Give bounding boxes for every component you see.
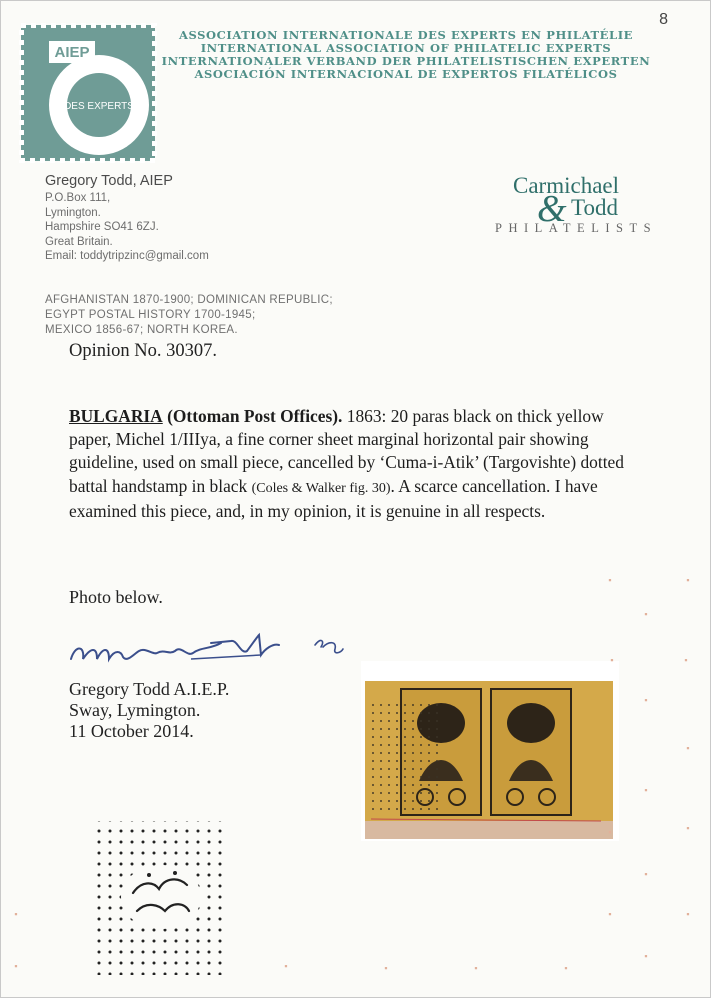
page-number: 8 [659,11,668,28]
cancellation-illustration [83,815,239,981]
address-line: P.O.Box 111, [45,192,111,204]
firm-name-1: Carmichael [513,173,620,198]
firm-subtitle: PHILATELISTS [495,221,658,235]
address-line: Great Britain. [45,235,113,248]
watermark-mark: ▪ [384,963,388,973]
initials-image [311,631,347,661]
svg-text:DES EXPERTS: DES EXPERTS [64,101,134,112]
watermark-mark: ▪ [474,963,478,973]
association-header [146,29,666,81]
signer-date: 11 October 2014. [69,721,194,741]
opinion-text [69,405,629,523]
opinion-conclusion: . A scarce cancellation. I have examined this piece, and, in my opinion, it is genuine in all respects. [69,475,598,521]
opinion-reference: (Coles & Walker fig. 30) [251,480,391,496]
logo-text: AIEP [54,44,90,61]
speciality-line: AFGHANISTAN 1870-1900; DOMINICAN REPUBLIC; [45,294,333,306]
carmichael-todd-logo [491,173,661,243]
speciality-line: MEXICO 1856-67; NORTH KOREA. [45,324,238,336]
watermark-mark: ▪ [686,743,690,753]
address-line: Lymington. [45,206,101,219]
watermark-mark: ▪ [644,951,648,961]
signer-block [69,679,229,742]
watermark-mark: ▪ [564,963,568,973]
signer-name: Gregory Todd A.I.E.P. [69,679,230,699]
assoc-line-es: ASOCIACIÓN INTERNACIONAL DE EXPERTOS FILATÉLICOS [194,67,618,81]
watermark-mark: ▪ [610,655,614,665]
specialities [45,293,333,338]
address-line: Hampshire SO41 6ZJ. [45,221,159,234]
watermark-mark: ▪ [644,609,648,619]
stamp-pair-photo [361,661,619,841]
opinion-body: 1863: 20 paras black on thick yellow paper, Michel 1/IIIya, a fine corner sheet marginal horizontal pair showing guideline, used on small piece, cancelled by ‘Cuma-i-Atik’ (Targovishte) dotted battal handstamp in black [69,406,624,496]
expert-name: Gregory Todd, AIEP [45,173,173,189]
expert-address [45,173,209,264]
aiep-logo [19,23,157,163]
firm-name-2: Todd [571,195,618,220]
assoc-line-en: INTERNATIONAL ASSOCIATION OF PHILATELIC EXPERTS [200,41,612,55]
assoc-line-de: INTERNATIONALER VERBAND DER PHILATELISTISCHEN EXPERTEN [161,54,651,68]
watermark-mark: ▪ [14,961,18,971]
signer-place: Sway, Lymington. [69,700,201,720]
watermark-mark: ▪ [686,575,690,585]
watermark-mark: ▪ [686,823,690,833]
country-desc: (Ottoman Post Offices). [167,406,343,426]
firm-ampersand: & [537,188,567,230]
watermark-mark: ▪ [608,827,612,837]
watermark-mark: ▪ [684,655,688,665]
email-line: Email: toddytripzinc@gmail.com [45,250,209,263]
watermark-mark: ▪ [644,785,648,795]
signature-image [61,629,351,673]
watermark-mark: ▪ [608,575,612,585]
assoc-line-fr: ASSOCIATION INTERNATIONALE DES EXPERTS EN PHILATÉLIE [178,28,634,42]
speciality-line: EGYPT POSTAL HISTORY 1700-1945; [45,309,256,321]
watermark-mark: ▪ [14,909,18,919]
watermark-mark: ▪ [644,869,648,879]
watermark-mark: ▪ [608,909,612,919]
country-name: BULGARIA [69,406,163,426]
watermark-mark: ▪ [644,695,648,705]
watermark-mark: ▪ [284,961,288,971]
photo-note: Photo below. [69,587,163,607]
opinion-number: Opinion No. 30307. [69,341,217,361]
watermark-mark: ▪ [686,909,690,919]
